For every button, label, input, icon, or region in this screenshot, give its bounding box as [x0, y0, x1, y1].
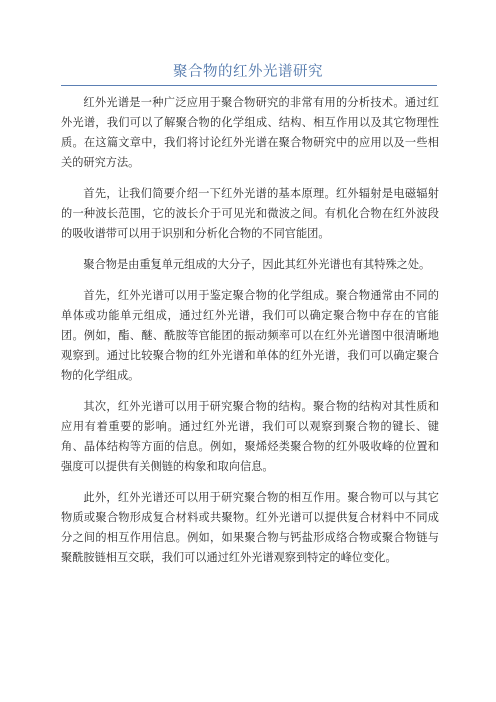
paragraph-polymer-specialty: 聚合物是由重复单元组成的大分子，因此其红外光谱也有其特殊之处。 — [83, 258, 431, 271]
paragraph-interaction: 此外，红外光谱还可以用于研究聚合物的相互作用。聚合物可以与其它物质或聚合物形成复合材料或共聚物。红外光谱可以提供复合材料中不同成分之间的相互作用信息。例如，如果聚合物与钙盐形成络合物或聚合物链与聚酰胺链相互交联，我们可以通过红外光谱观察到特定的峰位变化。 — [61, 491, 439, 564]
paragraph-composition: 首先，红外光谱可以用于鉴定聚合物的化学组成。聚合物通常由不同的单体或功能单元组成，通过红外光谱，我们可以确定聚合物中存在的官能团。例如，酯、醚、酰胺等官能团的振动频率可以在红外光谱图中很清晰地观察到。通过比较聚合物的红外光谱和单体的红外光谱，我们可以确定聚合物的化学组成。 — [61, 289, 439, 382]
document-title: 聚合物的红外光谱研究 — [173, 64, 323, 80]
paragraph-structure: 其次，红外光谱可以用于研究聚合物的结构。聚合物的结构对其性质和应用有着重要的影响。通过红外光谱，我们可以观察到聚合物的键长、键角、晶体结构等方面的信息。例如，聚烯烃类聚合物的红外吸收峰的位置和强度可以提供有关侧链的构象和取向信息。 — [61, 400, 439, 473]
paragraph-intro: 红外光谱是一种广泛应用于聚合物研究的非常有用的分析技术。通过红外光谱，我们可以了解聚合物的化学组成、结构、相互作用以及其它物理性质。在这篇文章中，我们将讨论红外光谱在聚合物研究中的应用以及一些相关的研究方法。 — [61, 96, 439, 169]
paragraph-principle: 首先，让我们简要介绍一下红外光谱的基本原理。红外辐射是电磁辐射的一种波长范围，它的波长介于可见光和微波之间。有机化合物在红外波段的吸收谱带可以用于识别和分析化合物的不同官能团。 — [61, 187, 439, 240]
title-divider — [61, 85, 437, 86]
document-body — [61, 93, 439, 579]
